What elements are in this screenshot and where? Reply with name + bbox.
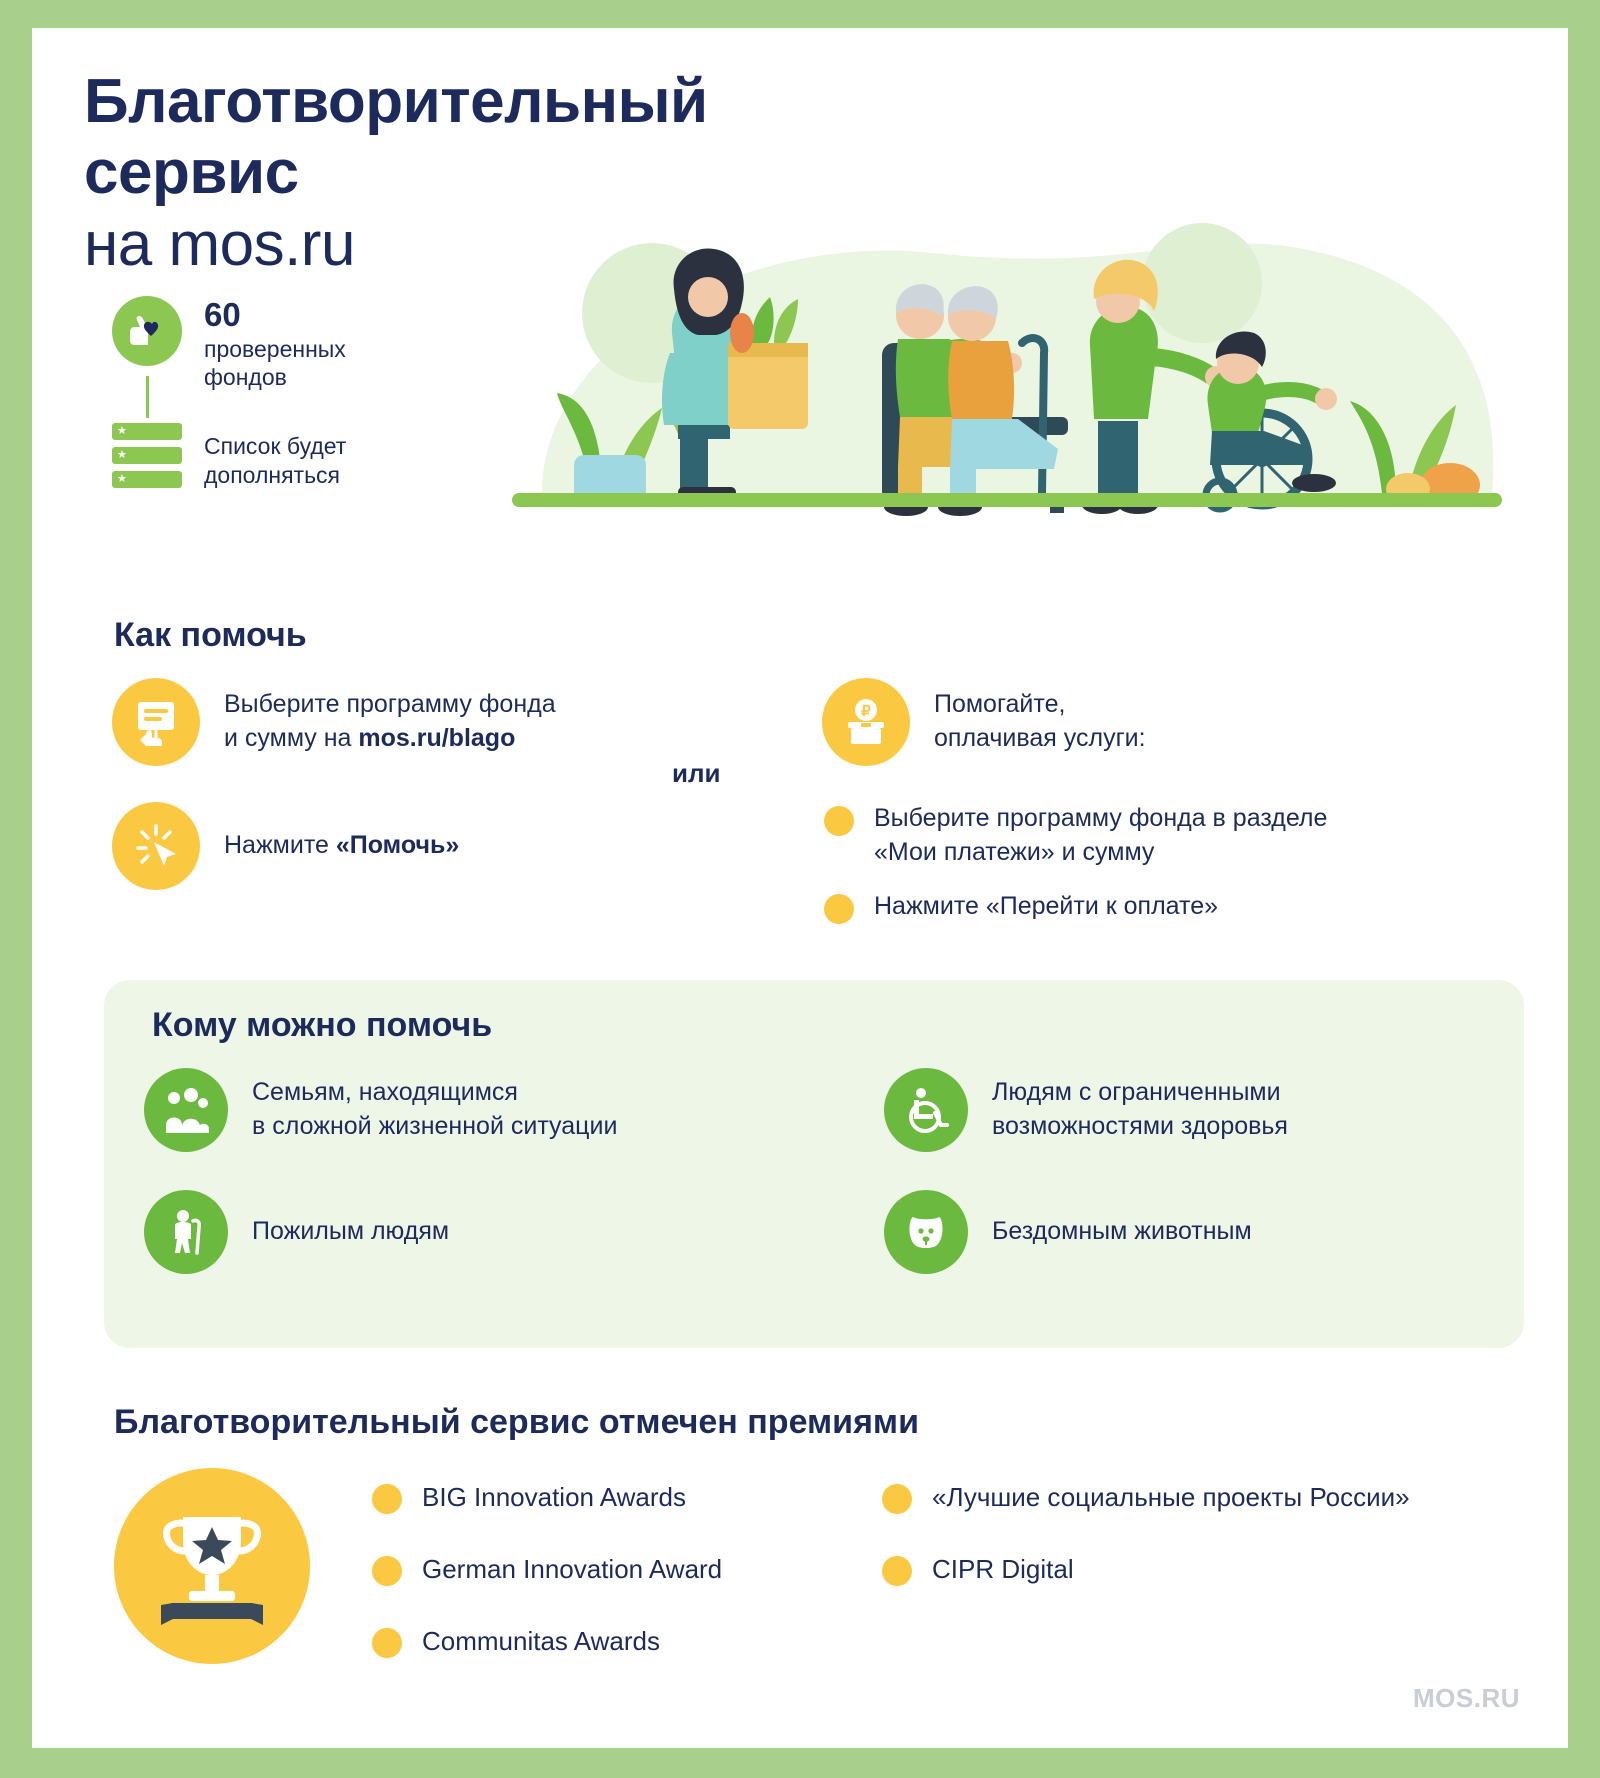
elderly-person-icon [144, 1190, 228, 1274]
award-item [372, 1552, 882, 1586]
how-step-1-line2-prefix: и сумму на [224, 724, 359, 752]
page-title-line2: на mos.ru [84, 209, 355, 279]
who-item-disabled [884, 1068, 1504, 1152]
award-name: Communitas Awards [422, 1625, 660, 1656]
how-step-2-prefix: Нажмите [224, 831, 336, 860]
section-title-who-can-help: Кому можно помочь [152, 1006, 493, 1044]
awards-column-left [372, 1480, 882, 1696]
who-can-help-grid [144, 1068, 1504, 1274]
bullet-dot-icon [882, 1484, 912, 1514]
how-step-choose-program [112, 678, 732, 766]
pay-steps-list [824, 802, 1462, 924]
award-item [882, 1480, 1482, 1514]
pay-step-1-line1: Выберите программу фонда в разделе [874, 804, 1328, 832]
who-disabled-line1: Людям с ограниченными [992, 1078, 1281, 1107]
who-item-families [144, 1068, 884, 1152]
how-step-1-url[interactable]: mos.ru/blago [358, 724, 516, 752]
verified-funds-count: 60 [204, 296, 241, 333]
pay-heading-line1: Помогайте, [934, 690, 1066, 719]
award-name: German Innovation Award [422, 1553, 723, 1584]
pay-services-heading [822, 678, 1462, 766]
how-step-1-line1: Выберите программу фонда [224, 690, 556, 719]
footer-logo: MOS.RU [1413, 1683, 1520, 1713]
donation-box-icon [822, 678, 910, 766]
bullet-dot-icon [824, 894, 854, 924]
heart-in-hand-icon [112, 296, 182, 366]
dog-icon [884, 1190, 968, 1274]
verified-funds-stat [112, 296, 512, 392]
or-separator: или [672, 758, 721, 788]
verified-funds-label-line2: фондов [204, 364, 287, 391]
list-note-line2: дополняться [204, 461, 341, 488]
bullet-dot-icon [824, 806, 854, 836]
who-elderly-line1: Пожилым людям [252, 1217, 450, 1246]
bullet-dot-icon [372, 1628, 402, 1658]
who-families-line1: Семьям, находящимся [252, 1078, 518, 1107]
bullet-dot-icon [372, 1484, 402, 1514]
award-item [372, 1624, 882, 1658]
how-step-2-button-label[interactable]: «Помочь» [335, 831, 460, 860]
how-to-help-right-column [822, 678, 1462, 944]
svg-text:₽: ₽ [861, 703, 871, 720]
award-name: BIG Innovation Awards [422, 1481, 687, 1512]
award-name: CIPR Digital [932, 1553, 1074, 1584]
bullet-dot-icon [372, 1556, 402, 1586]
award-item [882, 1552, 1482, 1586]
hero-illustration [502, 193, 1512, 543]
wheelchair-icon [884, 1068, 968, 1152]
how-to-help-left-column [112, 678, 732, 926]
how-step-press-help [112, 802, 732, 890]
who-families-line2: в сложной жизненной ситуации [252, 1112, 618, 1140]
list-note-line1: Список будет [204, 433, 347, 459]
trophy-icon [114, 1468, 310, 1664]
who-animals-line1: Бездомным животным [992, 1217, 1252, 1246]
section-title-awards: Благотворительный сервис отмечен премиями [114, 1403, 919, 1441]
bullet-dot-icon [882, 1556, 912, 1586]
checklist-icon: ★ ★ ★ [112, 420, 182, 490]
who-item-elderly [144, 1190, 884, 1274]
connector-line [146, 376, 149, 418]
awards-column-right [882, 1480, 1482, 1696]
family-icon [144, 1068, 228, 1152]
pay-heading-line2: оплачивая услуги: [934, 724, 1146, 752]
pay-step-1-line2: «Мои платежи» и сумму [874, 837, 1155, 866]
list-growth-note [112, 420, 532, 490]
who-disabled-line2: возможностями здоровья [992, 1112, 1288, 1140]
document-hand-icon [112, 678, 200, 766]
click-cursor-icon [112, 802, 200, 890]
who-item-animals [884, 1190, 1504, 1274]
awards-list [372, 1480, 1512, 1696]
award-name: «Лучшие социальные проекты России» [932, 1481, 1410, 1512]
pay-step-item [824, 890, 1462, 924]
pay-step-item [824, 802, 1462, 870]
page-title-line1: Благотворительный сервис [84, 67, 708, 208]
pay-step-2-line1: Нажмите «Перейти к оплате» [874, 891, 1219, 920]
verified-funds-label-line1: проверенных [204, 335, 346, 362]
award-item [372, 1480, 882, 1514]
poster-sheet [32, 28, 1568, 1748]
section-title-how-to-help: Как помочь [114, 616, 307, 654]
